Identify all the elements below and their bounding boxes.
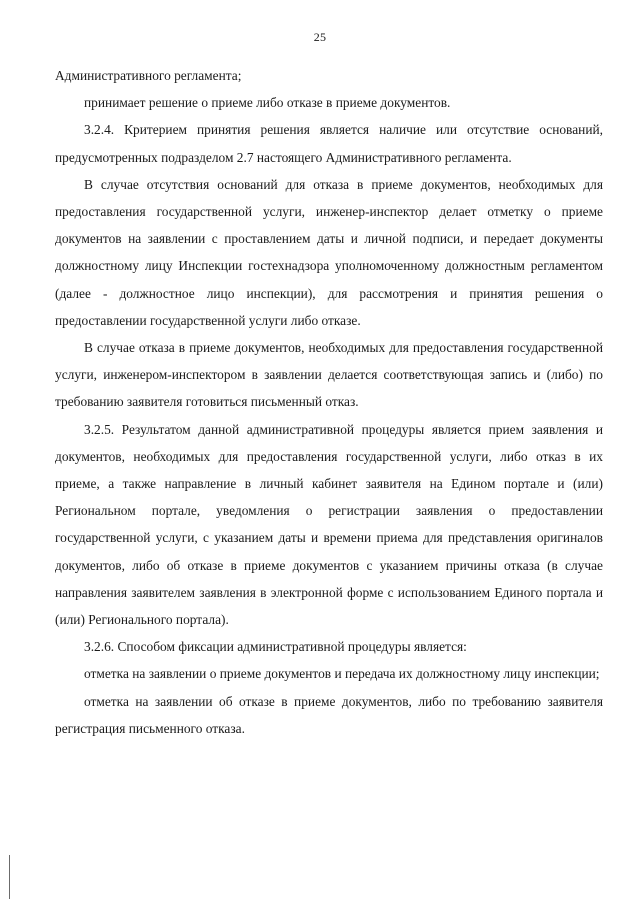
paragraph-3-2-6: 3.2.6. Способом фиксации административной процедуры является: — [84, 639, 467, 655]
document-body — [55, 62, 603, 742]
paragraph-1: Административного регламента; — [55, 68, 242, 83]
scan-edge-mark — [9, 855, 10, 899]
paragraph-4: В случае отсутствия оснований для отказа в приеме документов, необходимых для предоставления государственной услуги, инженер-инспектор делает отметку о приеме документов на заявлении с проставлением даты и личной подписи, и передает документы должностному лицу Инспекции гостехнадзора уполномоченному должностным регламентом (далее - должностное лицо инспекции), для рассмотрения и принятия решения о предоставлении государственной услуги либо отказе. — [55, 176, 603, 328]
page-number: 25 — [313, 30, 327, 44]
paragraph-9: отметка на заявлении об отказе в приеме документов, либо по требованию заявителя регистрация письменного отказа. — [55, 693, 603, 736]
paragraph-3-2-4: 3.2.4. Критерием принятия решения является наличие или отсутствие оснований, предусмотренных подразделом 2.7 настоящего Административного регламента. — [55, 122, 603, 165]
paragraph-3-2-5: 3.2.5. Результатом данной административной процедуры является прием заявления и документов, необходимых для предоставления государственной услуги, либо отказ в их приеме, а также направление в личный кабинет заявителя на Едином портале и (или) Региональном портале, уведомления о регистрации заявления о предоставлении государственной услуги, с указанием даты и времени приема для представления оригиналов документов, либо об отказе в приеме документов с указанием причины отказа (в случае направления заявителем заявления в электронной форме с использованием Единого портала и (или) Регионального портала). — [55, 421, 603, 628]
paragraph-5: В случае отказа в приеме документов, необходимых для предоставления государственной услуги, инженером-инспектором в заявлении делается соответствующая запись и (либо) по требованию заявителя готовиться письменный отказ. — [55, 340, 603, 410]
paragraph-8: отметка на заявлении о приеме документов и передача их должностному лицу инспекции; — [84, 666, 600, 682]
paragraph-2: принимает решение о приеме либо отказе в приеме документов. — [84, 95, 451, 111]
